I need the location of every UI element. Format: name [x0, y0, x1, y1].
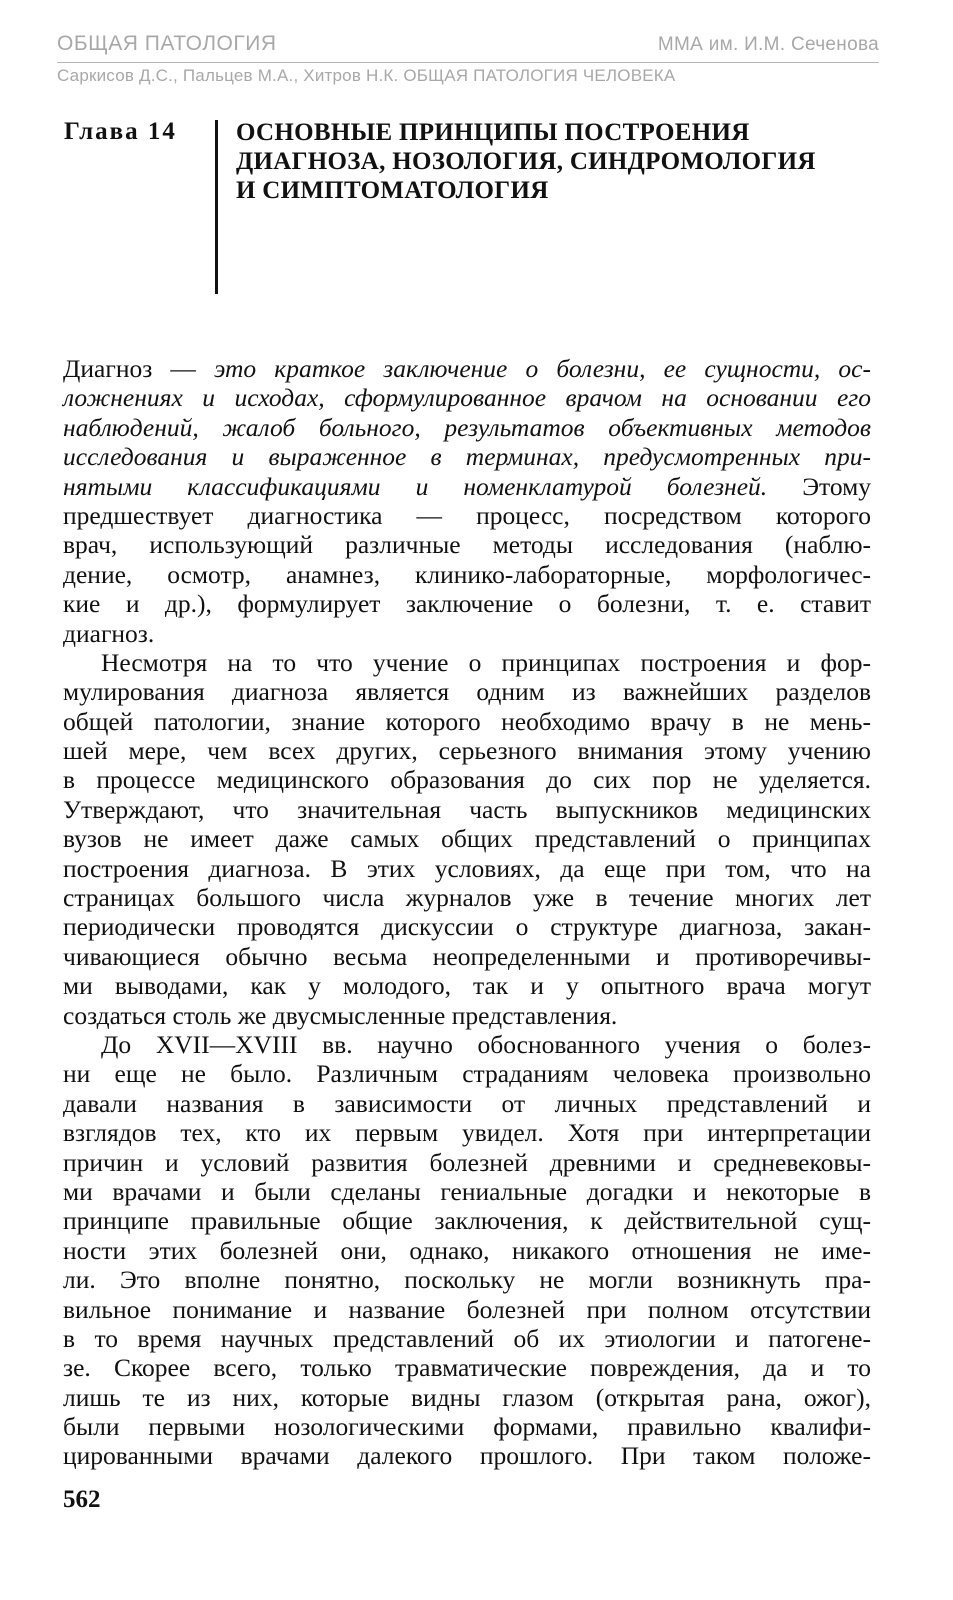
text-line: дение, осмотр, анамнез, клинико-лабораторные, морфологичес-	[63, 559, 871, 589]
chapter-title	[236, 118, 886, 205]
chapter-divider	[215, 120, 218, 294]
chapter-label: Глава 14	[64, 118, 177, 145]
text-line: вузов не имеет даже самых общих представлений о принципах	[63, 824, 871, 854]
text-line: общей патологии, знание которого необходимо врачу в не мень-	[63, 706, 871, 736]
text-line: ми врачами и были сделаны гениальные догадки и некоторые в	[63, 1176, 871, 1206]
text-line: врач, использующий различные методы исследования (наблю-	[63, 530, 871, 560]
text-line: страницах большого числа журналов уже в течение многих лет	[63, 883, 871, 913]
text-line: принципе правильные общие заключения, к действительной сущ-	[63, 1206, 871, 1236]
text-line	[63, 472, 871, 501]
text-line: причин и условий развития болезней древними и средневековы-	[63, 1147, 871, 1177]
definition-text: исследования и выраженное в терминах, предусмотренных при-	[63, 442, 871, 472]
text-fragment: Этому	[767, 471, 871, 501]
text-line: предшествует диагностика — процесс, посредством которого	[63, 500, 871, 530]
running-header-title: ОБЩАЯ ПАТОЛОГИЯ	[57, 32, 277, 55]
text-line: построения диагноза. В этих условиях, да еще при том, что на	[63, 853, 871, 883]
chapter-title-line: ДИАГНОЗА, НОЗОЛОГИЯ, СИНДРОМОЛОГИЯ	[236, 148, 816, 175]
definition-text: наблюдений, жалоб больного, результатов объективных методов	[63, 412, 871, 442]
chapter-title-line: И СИМПТОМАТОЛОГИЯ	[236, 177, 549, 204]
text-line: зе. Скорее всего, только травматические повреждения, да и то	[63, 1353, 871, 1383]
text-line: в то время научных представлений об их этиологии и патогене-	[63, 1323, 871, 1353]
text-line: мулирования диагноза является одним из важнейших разделов	[63, 677, 871, 707]
text-line	[63, 383, 871, 412]
text-line	[63, 442, 871, 471]
text-line: создаться столь же двусмысленные представления.	[63, 1000, 618, 1030]
text-line: ности этих болезней они, однако, никакого отношения не име-	[63, 1235, 871, 1265]
text-line: вильное понимание и название болезней при полном отсутствии	[63, 1294, 871, 1324]
term-diagnosis: Диагноз —	[63, 354, 215, 383]
text-line: в процессе медицинского образования до сих пор не уделяется.	[63, 765, 871, 795]
text-line	[63, 354, 871, 383]
text-line	[63, 413, 871, 442]
text-line: кие и др.), формулирует заключение о болезни, т. е. ставит	[63, 589, 871, 619]
text-line: были первыми нозологическими формами, правильно квалифи-	[63, 1412, 871, 1442]
running-header-authors: Саркисов Д.С., Пальцев М.А., Хитров Н.К. ОБЩАЯ ПАТОЛОГИЯ ЧЕЛОВЕКА	[57, 66, 676, 85]
text-line: шей мере, чем всех других, серьезного внимания этому учению	[63, 736, 871, 766]
text-line: лишь те из них, которые видны глазом (открытая рана, ожог),	[63, 1382, 871, 1412]
definition-text: ложнениях и исходах, сформулированное врачом на основании его	[63, 383, 871, 413]
running-header-institution: ММА им. И.М. Сеченова	[657, 34, 879, 55]
text-line: цированными врачами далекого прошлого. При таком положе-	[63, 1441, 871, 1471]
text-line: ни еще не было. Различным страданиям человека произвольно	[63, 1059, 871, 1089]
page-number: 562	[63, 1486, 101, 1513]
chapter-title-line: ОСНОВНЫЕ ПРИНЦИПЫ ПОСТРОЕНИЯ	[236, 119, 750, 146]
body-text	[63, 354, 871, 1471]
text-line: Утверждают, что значительная часть выпускников медицинских	[63, 794, 871, 824]
text-line: ми выводами, как у молодого, так и у опытного врача могут	[63, 971, 871, 1001]
text-line: давали названия в зависимости от личных представлений и	[63, 1088, 871, 1118]
text-line: Несмотря на то что учение о принципах построения и фор-	[101, 647, 871, 677]
text-line: взглядов тех, кто их первым увидел. Хотя при интерпретации	[63, 1118, 871, 1148]
definition-text: это краткое заключение о болезни, ее сущности, ос-	[214, 354, 871, 383]
text-line: диагноз.	[63, 618, 155, 648]
text-line: ли. Это вполне понятно, поскольку не могли возникнуть пра-	[63, 1265, 871, 1295]
definition-text: нятыми классификациями и номенклатурой болезней.	[63, 471, 768, 501]
text-line: чивающиеся обычно весьма неопределенными и противоречивы-	[63, 941, 871, 971]
text-line: периодически проводятся дискуссии о структуре диагноза, закан-	[63, 912, 871, 942]
running-header	[57, 30, 879, 63]
text-line: До XVII—XVIII вв. научно обоснованного учения о болез-	[101, 1029, 871, 1059]
